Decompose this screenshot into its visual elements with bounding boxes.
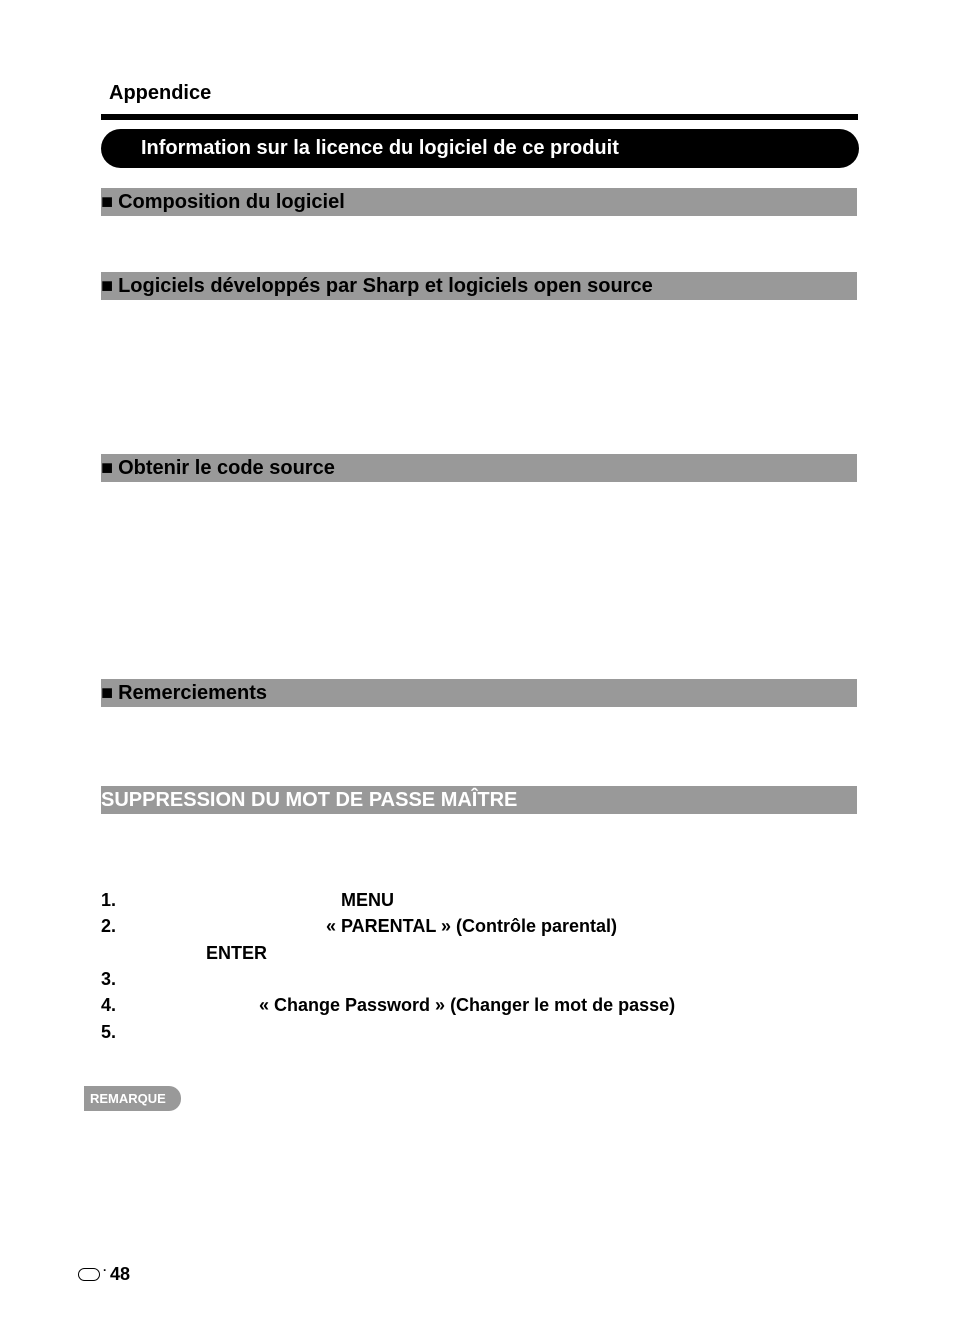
language-oval-icon [78, 1268, 100, 1281]
section-heading-label: Composition du logiciel [118, 191, 345, 213]
step-number: 4. [101, 995, 117, 1015]
header-rule [101, 114, 858, 120]
step-number: 2. [101, 916, 117, 936]
step-text: « Change Password » (Changer le mot de passe) [259, 995, 676, 1015]
page-number [78, 1263, 130, 1285]
section-heading-label: Remerciements [118, 682, 268, 704]
bullet-square: ■ [101, 457, 114, 479]
section-heading-label: Obtenir le code source [118, 457, 335, 479]
section-heading-composition [101, 188, 857, 216]
section-heading-thanks [101, 679, 857, 707]
step-number: 3. [101, 969, 117, 989]
section-heading-label: Logiciels développés par Sharp et logiciels open source [118, 275, 653, 297]
page-number-value: 48 [110, 1263, 131, 1284]
section-heading-master-password: SUPPRESSION DU MOT DE PASSE MAÎTRE [101, 786, 857, 814]
bullet-square: ■ [101, 275, 114, 297]
page-title: Information sur la licence du logiciel de ce produit [101, 129, 859, 168]
bullet-square: ■ [101, 191, 114, 213]
section-heading-software [101, 272, 857, 300]
step-number: 5. [101, 1022, 117, 1042]
section-heading-source-code [101, 454, 857, 482]
separator-dot-icon: · [103, 1263, 107, 1277]
step-number: 1. [101, 890, 117, 910]
note-badge: REMARQUE [84, 1086, 181, 1111]
step-text: MENU [341, 890, 394, 910]
step-text: ENTER [206, 943, 268, 963]
section-header: Appendice [109, 82, 212, 104]
step-text: « PARENTAL » (Contrôle parental) [326, 916, 618, 936]
bullet-square: ■ [101, 682, 114, 704]
